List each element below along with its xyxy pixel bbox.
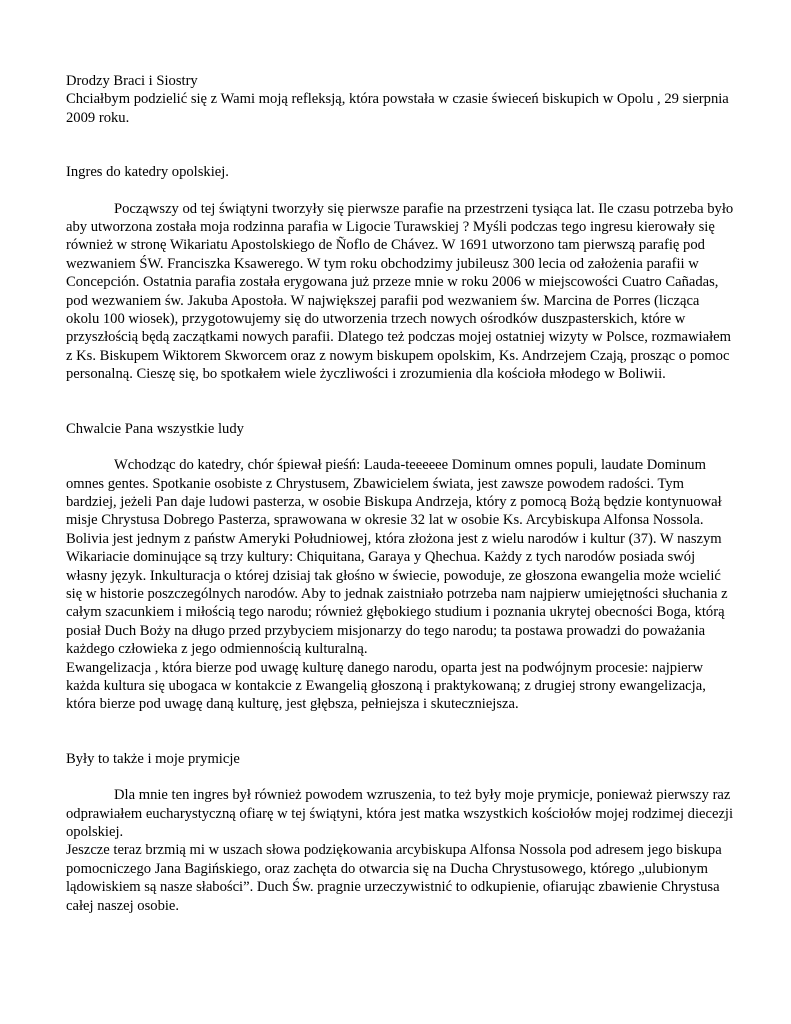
paragraph-prymicje-1: Dla mnie ten ingres był również powodem wzruszenia, to też były moje prymicje, ponieważ pierwszy raz odprawiałem eucharystyczną ofiarę w tej świątyni, która jest matka wszystkich kościołów mojej rodzimej diecezji opolskiej.: [66, 787, 734, 840]
spacer: [66, 768, 736, 786]
section-heading-chwalcie: Chwalcie Pana wszystkie ludy: [66, 420, 244, 437]
paragraph-ingres: Począwszy od tej świątyni tworzyły się pierwsze parafie na przestrzeni tysiąca lat. Ile czasu potrzeba było aby utworzona została moja rodzinna parafia w Ligocie Turawskiej ? Myśli podczas tego ingresu kierowały się również w stronę Wikariatu Apostolskiego de Ñoflo de Chávez. W 1691 utworzono tam pierwszą parafię pod wezwaniem ŚW. Franciszka Ksawerego. W tym roku obchodzimy jubileusz 300 lecia od założenia parafii w Concepción. Ostatnia parafia została erygowana już przeze mnie w roku 2006 w miejscowości Cuatro Cañadas, pod wezwaniem św. Jakuba Apostoła. W największej parafii pod wezwaniem św. Marcina de Porres (licząca okolu 100 wiosek), przygotowujemy się do utworzenia trzech nowych ośrodków duszpasterskich, które w przyszłością będą zaczątkami nowych parafii. Dlatego też podczas mojej ostatniej wizyty w Polsce, rozmawiałem z Ks. Biskupem Wiktorem Skworcem oraz z nowym biskupem opolskim, Ks. Andrzejem Czają, prosząc o pomoc personalną. Cieszę się, bo spotkałem wiele życzliwości i zrozumienia dla kościoła młodego w Boliwii.: [66, 200, 734, 383]
intro-paragraph: Chciałbym podzielić się z Wami moją refleksją, która powstała w czasie świeceń biskupich w Opolu , 29 sierpnia 2009 roku.: [66, 91, 729, 126]
spacer: [66, 384, 736, 420]
paragraph-chwalcie-2: Bolivia jest jednym z państw Ameryki Południowej, która złożona jest z wielu narodów i kultur (37). W naszym Wikariacie dominujące są trzy kultury: Chiquitana, Garaya y Qhechua. Każdy z tych narodów posiada swój własny język. Inkulturacja o której dzisiaj tak głośno w świecie, powoduje, ze głoszona ewangelia może wcielić się w historie poszczególnych narodów. Aby to jednak zaistniało potrzeba nam najpierw umiejętności słuchania z całym szacunkiem i miłością tego narodu; również głębokiego studium i poznania ukrytej obecności Boga, którą posiał Duch Boży na długo przed przybyciem misjonarzy do tego narodu; ta postawa prowadzi do poważania każdego człowieka z jego odmiennością kulturalną.: [66, 530, 728, 658]
spacer: [66, 127, 736, 163]
paragraph-chwalcie-1: Wchodząc do katedry, chór śpiewał pieśń: Lauda-teeeeee Dominum omnes populi, laudate Dominum omnes gentes. Spotkanie osobiste z Chrystusem, Zbawicielem świata, jest zawsze powodem radości. Tym bardziej, jeżeli Pan daje ludowi pasterza, w osobie Biskupa Andrzeja, który z pomocą Bożą będzie kontynuował misje Chrystusa Dobrego Pasterza, sprawowana w okresie 32 lat w osobie Ks. Arcybiskupa Alfonsa Nossola.: [66, 457, 722, 529]
section-heading-ingres: Ingres do katedry opolskiej.: [66, 164, 229, 181]
section-heading-prymicje: Były to także i moje prymicje: [66, 750, 240, 767]
spacer: [66, 182, 736, 200]
greeting: Drodzy Braci i Siostry: [66, 73, 198, 89]
paragraph-prymicje-2: Jeszcze teraz brzmią mi w uszach słowa podziękowania arcybiskupa Alfonsa Nossola pod adresem jego biskupa pomocniczego Jana Bagińskiego, oraz zachęta do otwarcia się na Ducha Chrystusowego, którego „ulubionym lądowiskiem są nasze słabości”. Duch Św. pragnie urzeczywistnić to odkupienie, ofiarując zbawienie Chrystusa całej naszej osobie.: [66, 842, 722, 914]
paragraph-chwalcie-3: Ewangelizacja , która bierze pod uwagę kulturę danego narodu, oparta jest na podwójnym procesie: najpierw każda kultura się ubogaca w kontakcie z Ewangelią głoszoną i praktykowaną; z drugiej strony ewangelizacja, która bierze pod uwagę daną kulturę, jest głębsza, pełniejsza i skuteczniejsza.: [66, 659, 706, 713]
document-page: [66, 72, 736, 915]
spacer: [66, 438, 736, 456]
spacer: [66, 714, 736, 750]
